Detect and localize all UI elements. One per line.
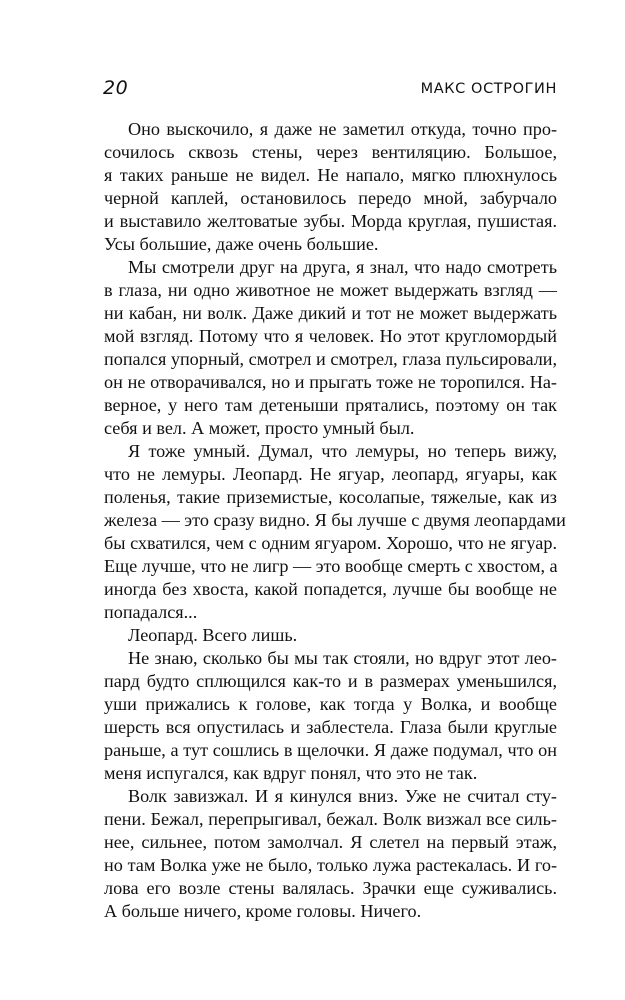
paragraph (104, 118, 557, 256)
text-line: А больше ничего, кроме головы. Ничего. (104, 901, 422, 921)
paragraph (104, 624, 557, 647)
paragraph (104, 785, 557, 923)
text-line: железа — это сразу видно. Я бы лучше с двумя леопардами (104, 510, 566, 530)
text-line: Не знаю, сколько бы мы так стояли, но вдруг этот лео- (128, 648, 557, 668)
text-line: нее, сильнее, потом замолчал. Я слетел на первый этаж, (104, 832, 557, 852)
paragraph (104, 440, 566, 624)
text-line: в глаза, ни одно животное не может выдержать взгляд — (104, 280, 557, 300)
text-line: ни кабан, ни волк. Даже дикий и тот не может выдержать (104, 303, 557, 323)
text-body (104, 118, 566, 923)
text-line: себя и вел. А может, просто умный был. (104, 418, 415, 438)
text-line: Леопард. Всего лишь. (128, 625, 298, 645)
text-line: мой взгляд. Потому что я человек. Но этот кругломордый (104, 326, 557, 346)
text-line: раньше, а тут сошлись в щелочки. Я даже подумал, что он (104, 740, 557, 760)
text-line: Я тоже умный. Думал, что лемуры, но теперь вижу, (128, 441, 557, 461)
text-line: пард будто сплющился как-то и в размерах уменьшился, (104, 671, 557, 691)
text-line: шерсть вся опустилась и заблестела. Глаза были круглые (104, 717, 557, 737)
text-line: уши прижались к голове, как тогда у Волка, и вообще (104, 694, 557, 714)
text-line: Волк завизжал. И я кинулся вниз. Уже не считал сту- (128, 786, 557, 806)
text-line: поленья, такие приземистые, косолапые, тяжелые, как из (104, 487, 557, 507)
text-line: иногда без хвоста, какой попадется, лучше бы вообще не (104, 579, 557, 599)
text-line: сочилось сквозь стены, через вентиляцию. Большое, (104, 142, 557, 162)
text-line: Мы смотрели друг на друга, я знал, что надо смотреть (128, 257, 557, 277)
paragraph (104, 256, 557, 440)
text-line: Усы большие, даже очень большие. (104, 234, 379, 254)
text-line: Еще лучше, что не лигр — это вообще смерть с хвостом, а (104, 556, 558, 576)
text-line: попался упорный, смотрел и смотрел, глаза пульсировали, (104, 349, 558, 369)
paragraph (104, 647, 557, 785)
text-line: что не лемуры. Леопард. Не ягуар, леопард, ягуары, как (104, 464, 557, 484)
text-line: Оно выскочило, я даже не заметил откуда, точно про- (128, 119, 557, 139)
page-number: 20 (103, 77, 129, 99)
running-head: МАКС ОСТРОГИН (420, 81, 557, 97)
text-line: верное, у него там детеныши прятались, поэтому он так (104, 395, 557, 415)
text-line: пени. Бежал, перепрыгивал, бежал. Волк визжал все силь- (104, 809, 557, 829)
text-line: но там Волка уже не было, только лужа растекалась. И го- (104, 855, 557, 875)
text-line: лова его возле стены валялась. Зрачки еще суживались. (104, 878, 557, 898)
text-line: бы схватился, чем с одним ягуаром. Хорошо, что не ягуар. (104, 533, 557, 553)
text-line: попадался... (104, 602, 198, 622)
text-line: и выставило желтоватые зубы. Морда круглая, пушистая. (104, 211, 557, 231)
text-line: черной каплей, остановилось передо мной, забурчало (104, 188, 557, 208)
text-line: я таких раньше не видел. Не напало, мягко плюхнулось (104, 165, 557, 185)
text-line: меня испугался, как вдруг понял, что это не так. (104, 763, 478, 783)
text-line: он не отворачивался, но и прыгать тоже не торопился. На- (104, 372, 557, 392)
